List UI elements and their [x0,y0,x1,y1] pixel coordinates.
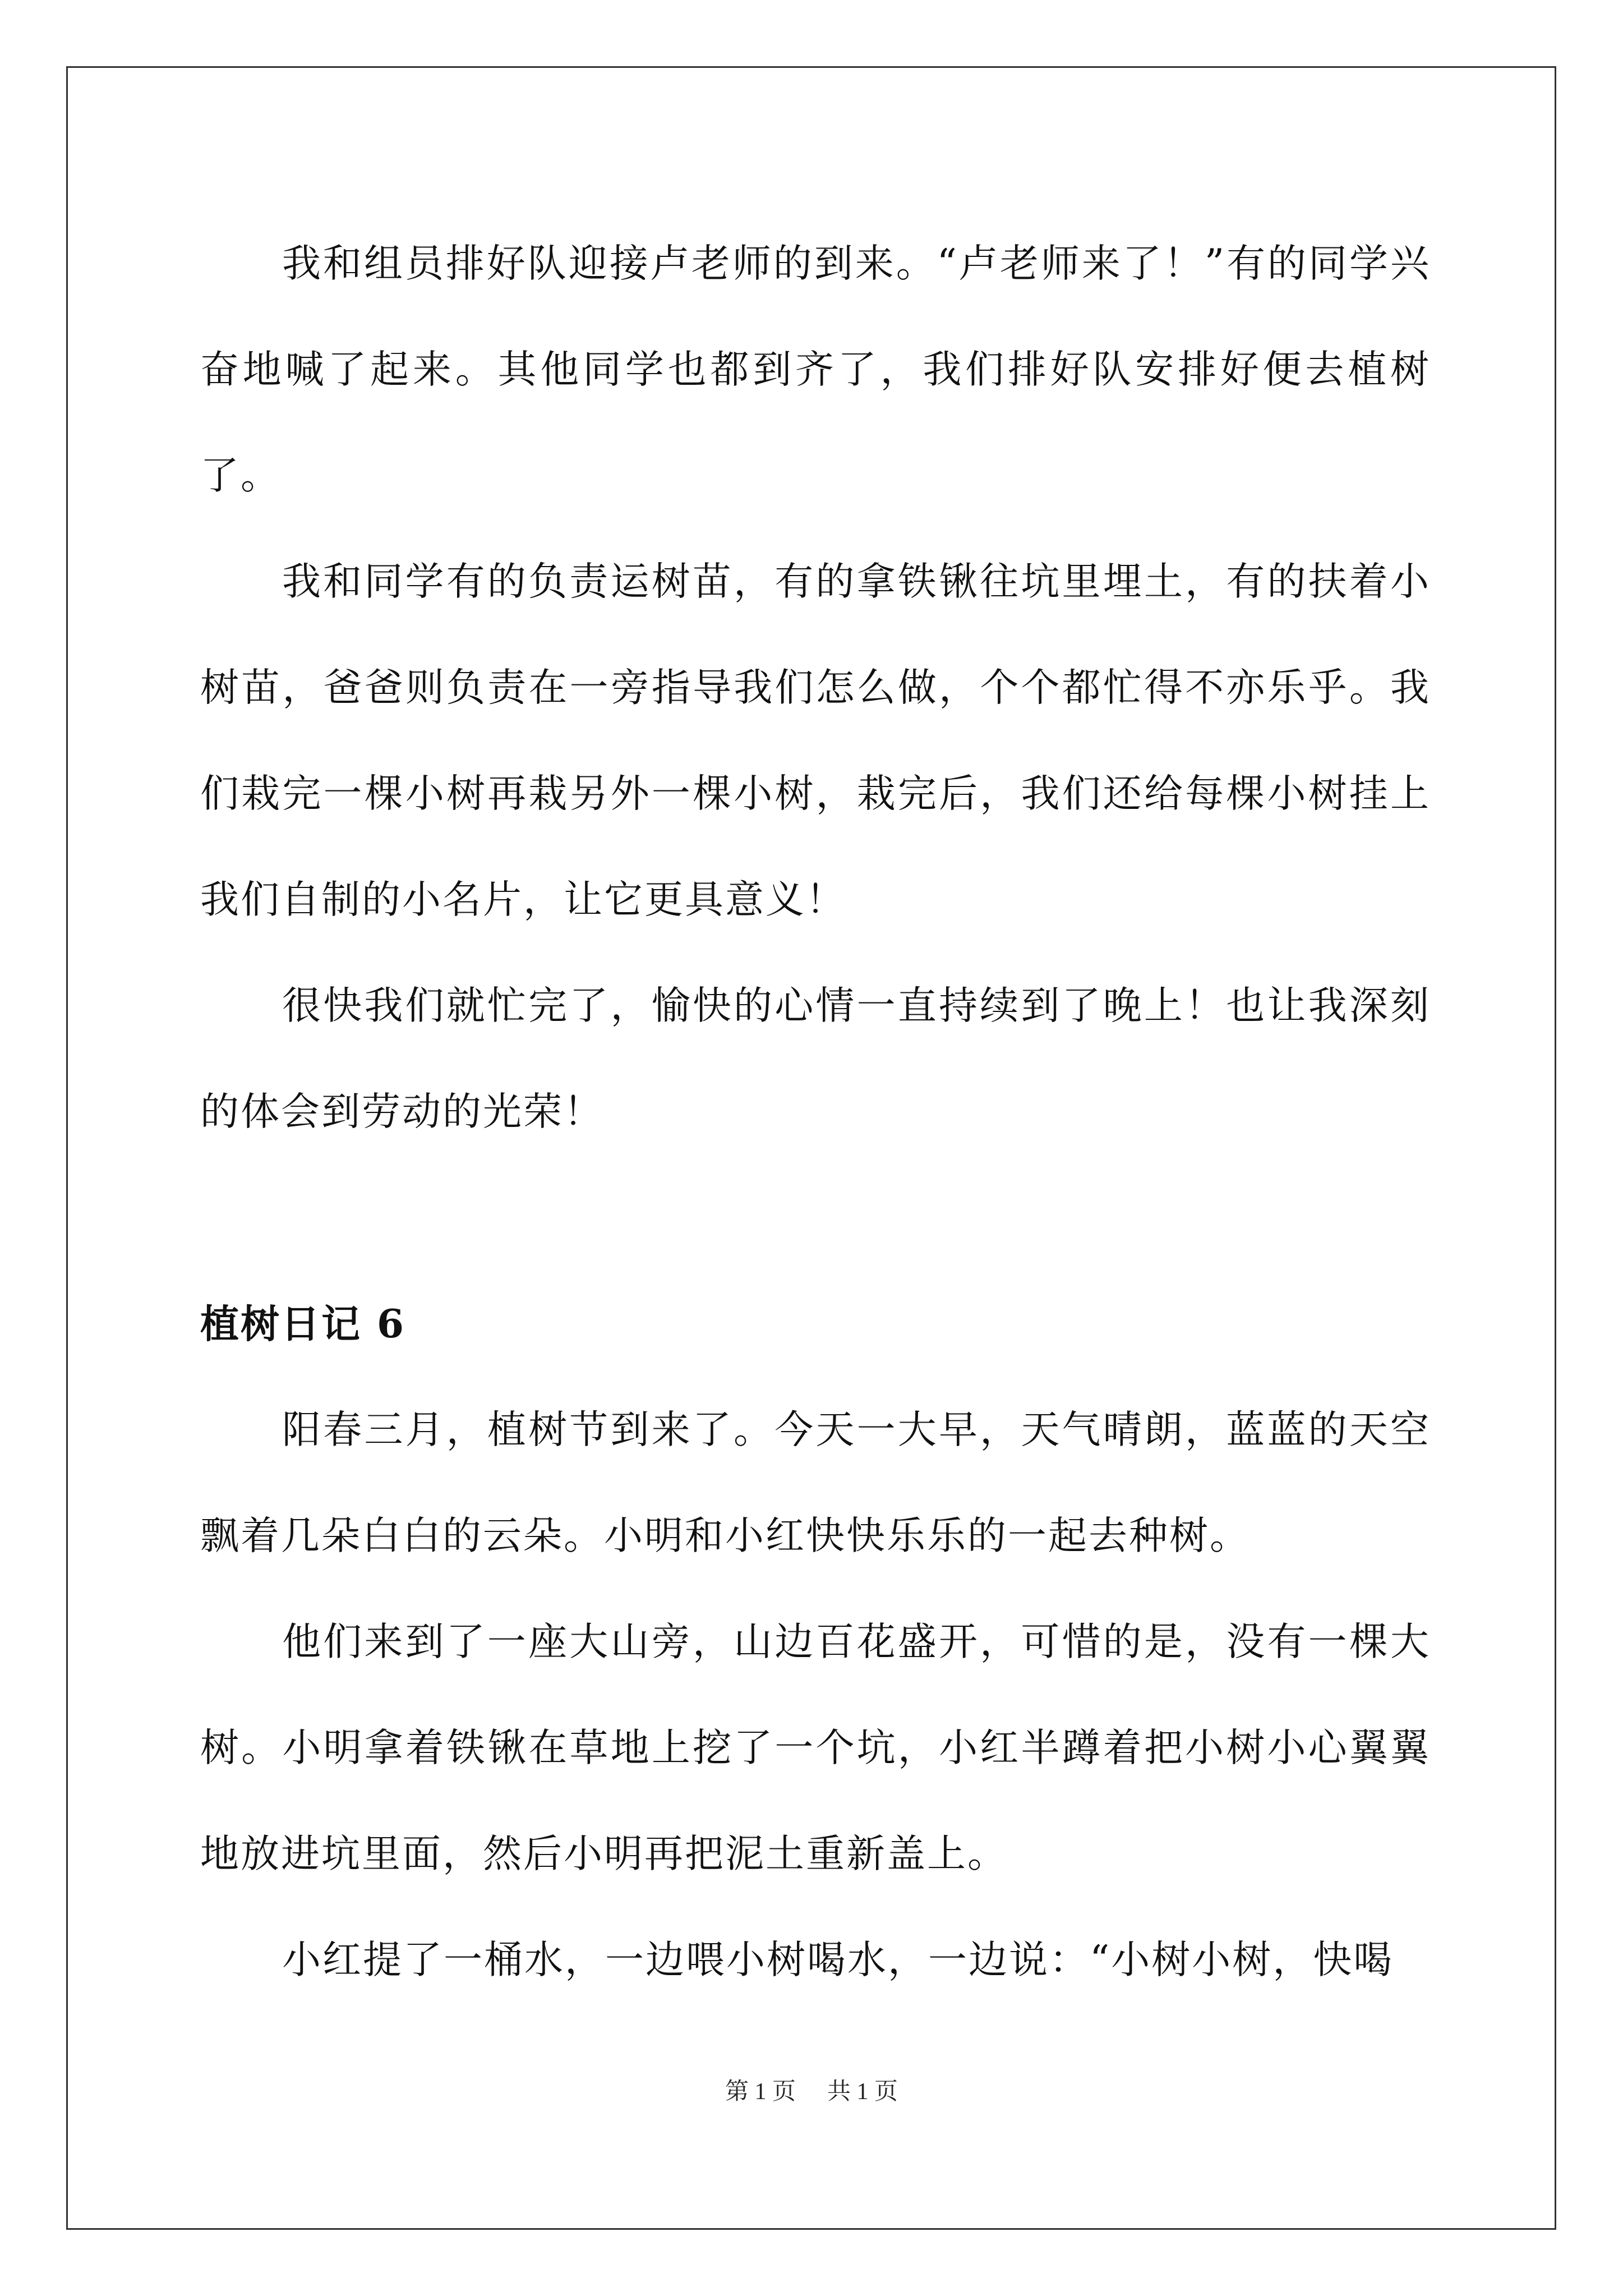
paragraph: 我和同学有的负责运树苗，有的拿铁锹往坑里埋土，有的扶着小树苗，爸爸则负责在一旁指导我们怎么做，个个都忙得不亦乐乎。我们栽完一棵小树再栽另外一棵小树，栽完后，我们还给每棵小树挂上我们自制的小名片，让它更具意义！ [200,559,1431,922]
paragraph: 我和组员排好队迎接卢老师的到来。“卢老师来了！”有的同学兴奋地喊了起来。其他同学也都到齐了，我们排好队安排好便去植树了。 [200,241,1431,498]
page-footer [0,2075,1623,2109]
paragraph-gap [200,1165,1431,1271]
page-total: 共 1 页 [827,2079,898,2105]
section-heading: 植树日记 6 [200,1301,406,1347]
paragraph: 小红提了一桶水，一边喂小树喝水，一边说：“小树小树，快喝 [282,1938,1394,1982]
paragraph: 阳春三月，植树节到来了。今天一大早，天气晴朗，蓝蓝的天空飘着几朵白白的云朵。小明和小红快快乐乐的一起去种树。 [200,1407,1431,1558]
document-body [200,211,1431,2013]
paragraph: 他们来到了一座大山旁，山边百花盛开，可惜的是，没有一棵大树。小明拿着铁锹在草地上挖了一个坑，小红半蹲着把小树小心翼翼地放进坑里面，然后小明再把泥土重新盖上。 [200,1619,1431,1876]
paragraph: 很快我们就忙完了，愉快的心情一直持续到了晚上！也让我深刻的体会到劳动的光荣！ [200,983,1431,1134]
page-number: 第 1 页 [725,2079,796,2105]
